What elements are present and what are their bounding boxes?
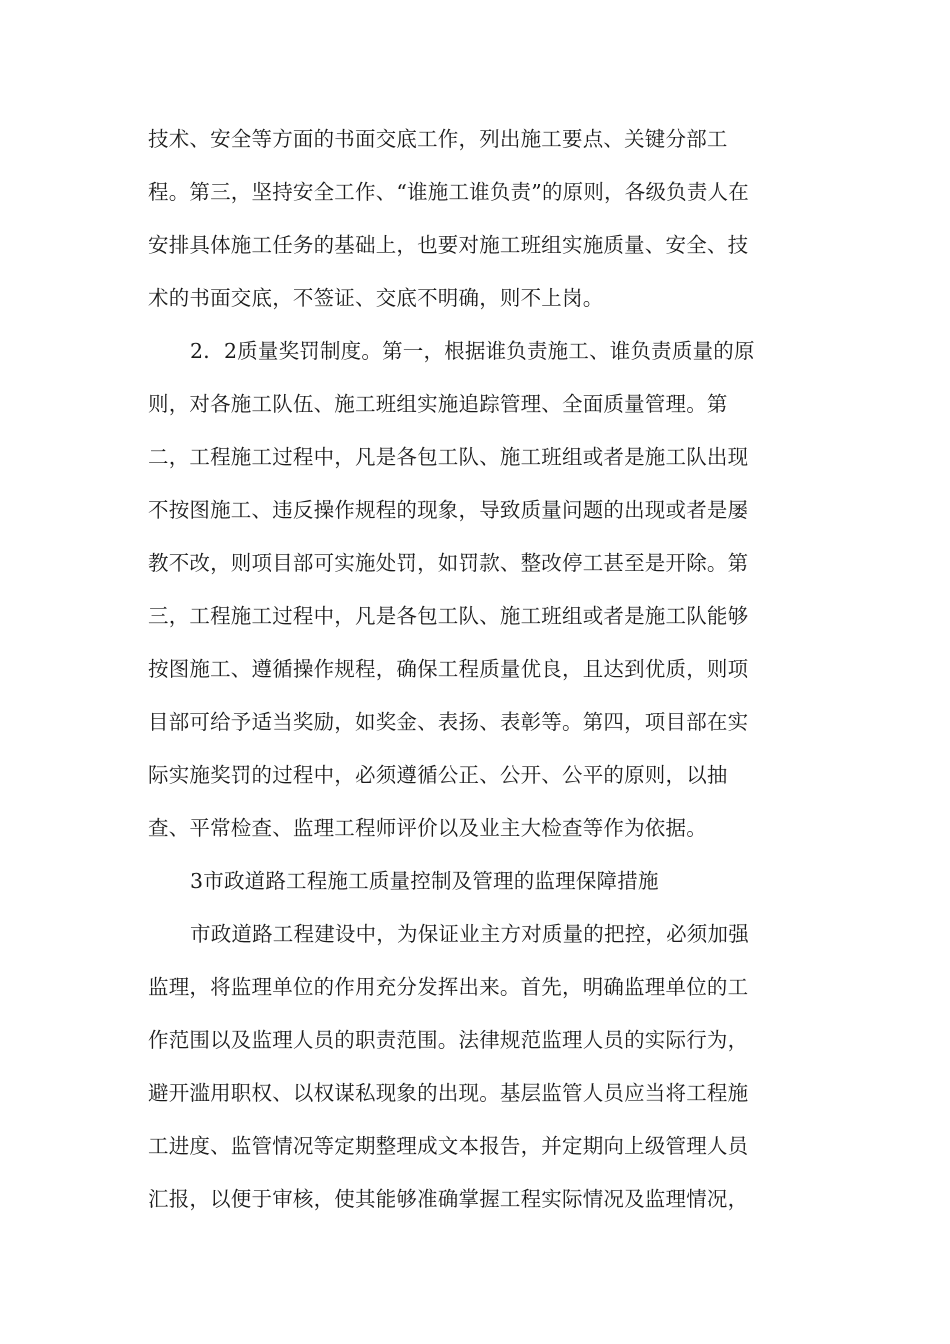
text-line: 查、平常检查、监理工程师评价以及业主大检查等作为依据。 <box>148 816 707 840</box>
text-line: 技术、安全等方面的书面交底工作，列出施工要点、关键分部工 <box>148 127 728 151</box>
paragraph-first-line: 2．2质量奖罚制度。第一，根据谁负责施工、谁负责质量的原 <box>190 339 755 363</box>
text-line: 目部可给予适当奖励，如奖金、表扬、表彰等。第四，项目部在实 <box>148 710 749 734</box>
text-line: 不按图施工、违反操作规程的现象，导致质量问题的出现或者是屡 <box>148 498 749 522</box>
text-line: 汇报，以便于审核，使其能够准确掌握工程实际情况及监理情况， <box>148 1187 749 1211</box>
text-line: 程。第三，坚持安全工作、“谁施工谁负责”的原则，各级负责人在 <box>148 180 749 204</box>
text-line: 监理，将监理单位的作用充分发挥出来。首先，明确监理单位的工 <box>148 975 749 999</box>
paragraph-first-line: 市政道路工程建设中，为保证业主方对质量的把控，必须加强 <box>190 922 749 946</box>
text-line: 工进度、监管情况等定期整理成文本报告，并定期向上级管理人员 <box>148 1134 749 1158</box>
text-line: 术的书面交底，不签证、交底不明确，则不上岗。 <box>148 286 604 310</box>
section-heading: 3市政道路工程施工质量控制及管理的监理保障措施 <box>190 869 659 893</box>
text-line: 二，工程施工过程中，凡是各包工队、施工班组或者是施工队出现 <box>148 445 749 469</box>
text-line: 避开滥用职权、以权谋私现象的出现。基层监管人员应当将工程施 <box>148 1081 749 1105</box>
text-line: 按图施工、遵循操作规程，确保工程质量优良，且达到优质，则项 <box>148 657 749 681</box>
text-line: 教不改，则项目部可实施处罚，如罚款、整改停工甚至是开除。第 <box>148 551 749 575</box>
text-line: 三，工程施工过程中，凡是各包工队、施工班组或者是施工队能够 <box>148 604 749 628</box>
text-line: 则，对各施工队伍、施工班组实施追踪管理、全面质量管理。第 <box>148 392 728 416</box>
text-line: 安排具体施工任务的基础上，也要对施工班组实施质量、安全、技 <box>148 233 749 257</box>
text-line: 际实施奖罚的过程中，必须遵循公正、公开、公平的原则，以抽 <box>148 763 728 787</box>
text-line: 作范围以及监理人员的职责范围。法律规范监理人员的实际行为， <box>148 1028 749 1052</box>
